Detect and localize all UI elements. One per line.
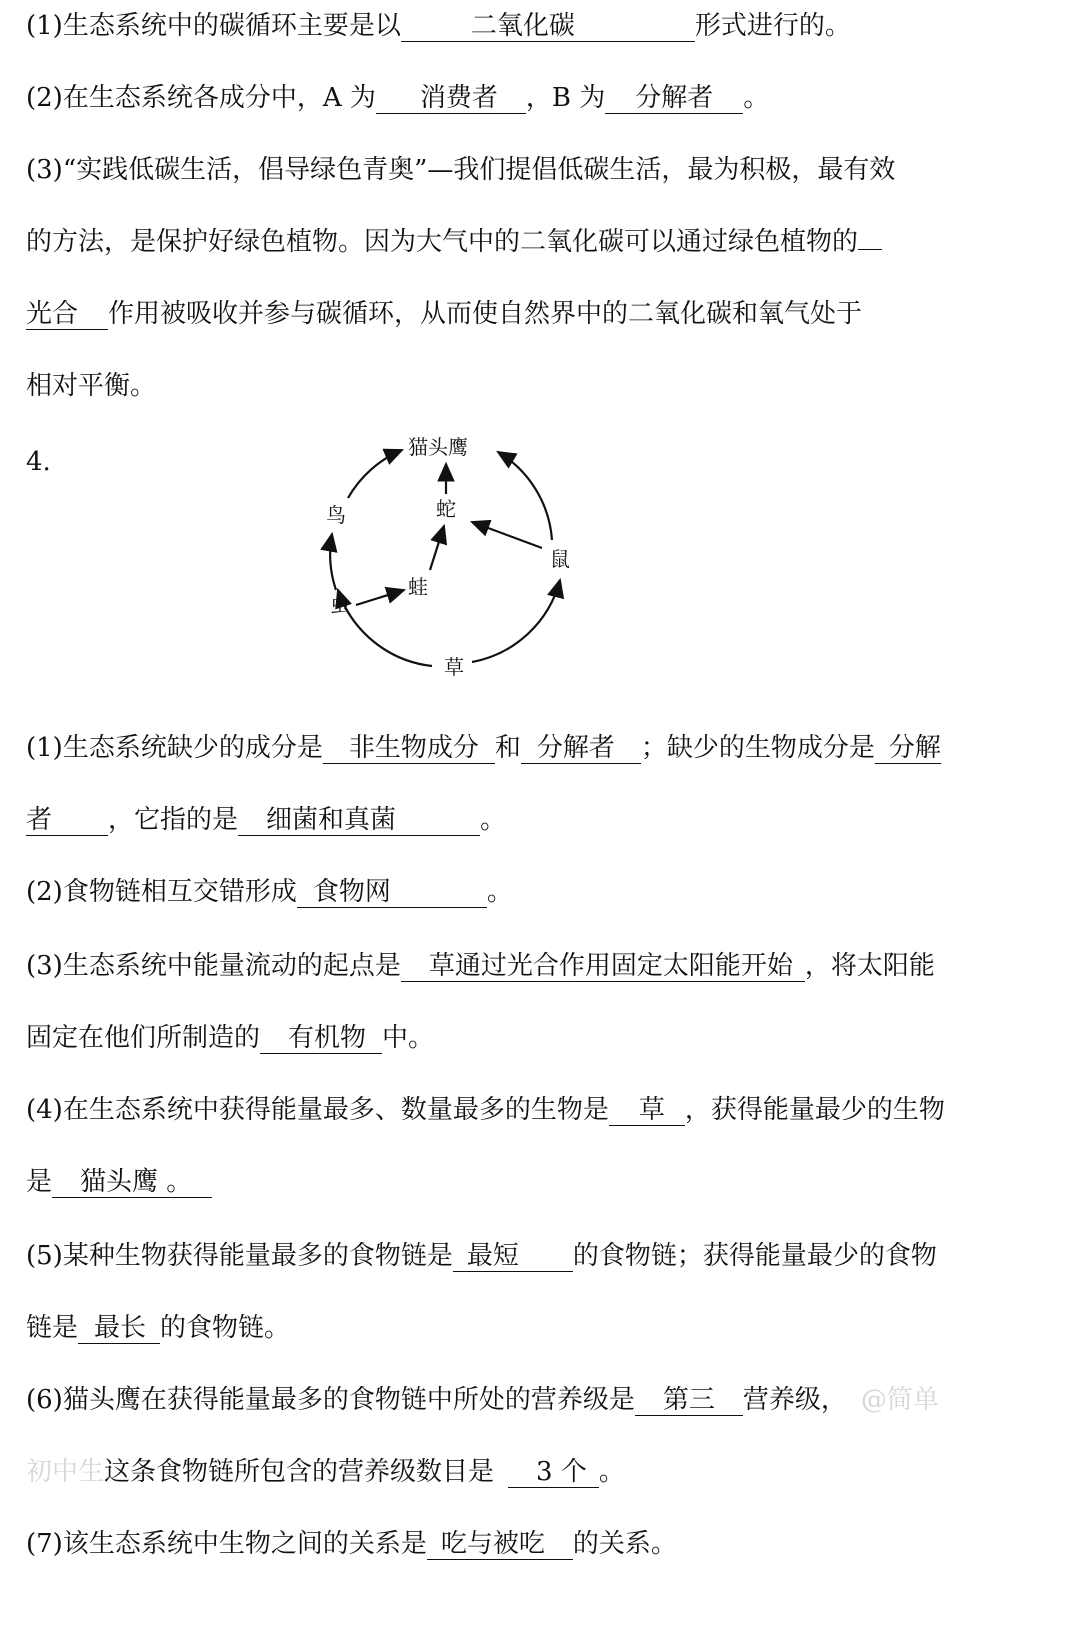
answer-blank: 消费者: [376, 83, 526, 114]
node-insect: 虫: [330, 593, 350, 617]
arrow-mouse-snake: [472, 522, 542, 548]
q4-7-line: (7)该生态系统中生物之间的关系是 吃与被吃 的关系。: [26, 1529, 677, 1559]
answer-blank: 食物网: [297, 877, 487, 908]
arrow-frog-snake: [430, 526, 444, 570]
q4-3-line1: (3)生态系统中能量流动的起点是 草通过光合作用固定太阳能开始 ，将太阳能: [26, 951, 935, 981]
node-mouse: 鼠: [550, 547, 570, 571]
arrow-grass-insect: [338, 590, 432, 666]
food-web-diagram: [320, 430, 590, 690]
answer-blank: 二氧化碳: [401, 11, 695, 42]
arrow-insect-frog: [356, 590, 404, 605]
answer-blank: 分解者: [521, 733, 641, 764]
watermark: 初中生: [26, 1457, 105, 1487]
answer-blank: 分解者: [605, 83, 743, 114]
node-frog: 蛙: [408, 575, 428, 599]
arrow-grass-mouse: [472, 580, 560, 662]
answer-blank: 吃与被吃: [427, 1529, 573, 1560]
q4-6-line2: 初中生这条食物链所包含的营养级数目是 3 个 。: [26, 1457, 625, 1487]
arrow-bird-owl: [348, 450, 402, 498]
q4-2-line: (2)食物链相互交错形成 食物网 。: [26, 877, 513, 907]
node-grass: 草: [444, 655, 464, 679]
answer-blank: 最短: [453, 1241, 573, 1272]
question-number: 4.: [26, 447, 51, 477]
q3-3-line3: 光合 作用被吸收并参与碳循环，从而使自然界中的二氧化碳和氧气处于: [26, 299, 863, 329]
q3-3-line4: 相对平衡。: [26, 371, 157, 401]
arrow-insect-bird: [330, 534, 336, 590]
node-bird: 鸟: [326, 503, 346, 527]
q3-1-line: (1)生态系统中的碳循环主要是以 二氧化碳 形式进行的。: [26, 11, 851, 41]
answer-blank: 草: [609, 1095, 685, 1126]
q4-4-line2: 是 猫头鹰 。: [26, 1166, 212, 1198]
arrow-mouse-owl: [498, 452, 552, 540]
answer-blank: 非生物成分: [323, 733, 495, 764]
answer-blank: 最长: [78, 1313, 160, 1344]
answer-blank: 分解: [875, 733, 941, 764]
answer-blank: 猫头鹰 。: [52, 1167, 212, 1198]
q4-1-line2: 者 ，它指的是 细菌和真菌 。: [26, 805, 507, 835]
answer-blank: 光合: [26, 299, 108, 330]
q4-6-line1: (6)猫头鹰在获得能量最多的食物链中所处的营养级是 第三 营养级， @简单: [26, 1385, 939, 1415]
node-owl: 猫头鹰: [408, 435, 468, 459]
q3-2-line: (2)在生态系统各成分中，A 为 消费者 ，B 为 分解者 。: [26, 83, 770, 113]
answer-blank: 者: [26, 805, 108, 836]
q4-3-line2: 固定在他们所制造的 有机物 中。: [26, 1023, 435, 1053]
answer-blank: 第三: [635, 1385, 743, 1416]
q4-5-line2: 链是 最长 的食物链。: [26, 1313, 291, 1343]
q4-1-line1: (1)生态系统缺少的成分是 非生物成分 和 分解者 ；缺少的生物成分是 分解: [26, 733, 941, 763]
q3-3-line2: 的方法，是保护好绿色植物。因为大气中的二氧化碳可以通过绿色植物的: [26, 226, 882, 258]
node-snake: 蛇: [436, 497, 456, 521]
q3-3-line1: (3)“实践低碳生活，倡导绿色青奥”—我们提倡低碳生活，最为积极，最有效: [26, 155, 896, 185]
q4-5-line1: (5)某种生物获得能量最多的食物链是 最短 的食物链；获得能量最少的食物: [26, 1241, 937, 1271]
answer-blank: 草通过光合作用固定太阳能开始: [401, 951, 805, 982]
answer-blank: 3 个: [508, 1457, 599, 1488]
watermark: @简单: [860, 1385, 939, 1415]
q4-4-line1: (4)在生态系统中获得能量最多、数量最多的生物是 草 ，获得能量最少的生物: [26, 1095, 945, 1125]
answer-blank: 细菌和真菌: [238, 805, 480, 836]
answer-blank: 有机物: [260, 1023, 382, 1054]
